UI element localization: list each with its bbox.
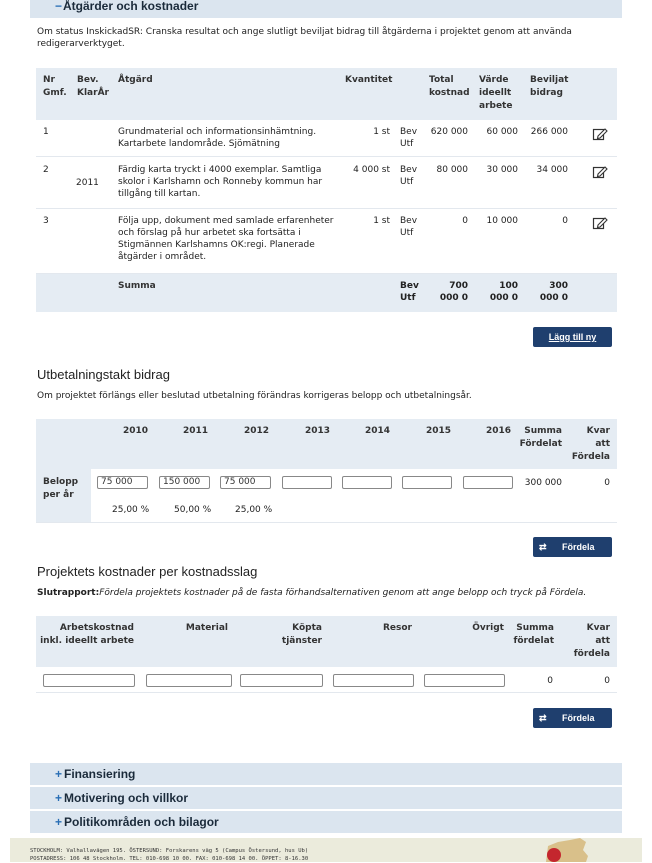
footer-line-1: STOCKHOLM: Valhallavägen 195. ÖSTERSUND: Forskarens väg 5 (Campus Östersund, hus Ub) <box>30 848 309 854</box>
header-resor: Resor <box>382 623 412 633</box>
fordela-button[interactable] <box>533 708 612 728</box>
sum-total: 700 000 0 <box>439 281 468 303</box>
amount-input-2014[interactable] <box>342 476 392 489</box>
kostnader-summa-value: 0 <box>547 676 553 686</box>
kostnader-row-border <box>36 692 617 693</box>
header-total: Total kostnad <box>429 75 470 98</box>
add-new-label: Lägg till ny <box>548 332 597 342</box>
kostnader-title: Projektets kostnader per kostnadsslag <box>37 564 258 579</box>
year-2011: 2011 <box>182 426 208 436</box>
section-politikomraden[interactable] <box>30 811 622 833</box>
percent-2010: 25,00 % <box>112 505 150 515</box>
header-beviljat: Beviljat bidrag <box>530 75 569 98</box>
section-header-atgarder[interactable] <box>30 0 622 18</box>
header-kopta-tjanster: Köpta tjänster <box>281 623 322 646</box>
add-new-button[interactable] <box>533 327 612 347</box>
percent-2012: 25,00 % <box>235 505 273 515</box>
row-varde: 10 000 <box>486 216 518 226</box>
row-beviljat: 34 000 <box>536 165 568 175</box>
belopp-label: Belopp per år <box>43 477 79 500</box>
sum-beviljat: 300 000 0 <box>539 281 568 303</box>
row-beviljat: 266 000 <box>530 127 568 137</box>
year-2014: 2014 <box>364 426 390 436</box>
expand-icon: + <box>55 815 63 829</box>
kostnader-desc <box>37 587 607 599</box>
header-kvantitet: Kvantitet <box>345 75 393 85</box>
row-desc: Följa upp, dokument med samlade erfarenheter och förslag på hur arbetet ska fortsätta i Stigmännen Karlshamns OK:regi. Planerade åtgärder i området. <box>118 216 334 262</box>
header-kvar-fordela: Kvar att fördela <box>573 623 610 659</box>
row-nr: 1 <box>43 127 49 137</box>
header-arbetskostnad: Arbetskostnad inkl. ideellt arbete <box>40 623 134 646</box>
table-row <box>36 120 617 157</box>
row-desc: Grundmaterial och informationsinhämtning. Kartarbete landområde. Sjömätning <box>118 127 317 149</box>
year-2013: 2013 <box>304 426 330 436</box>
sum-label: Summa <box>118 281 156 291</box>
edit-icon[interactable] <box>592 126 608 142</box>
section-finansiering[interactable] <box>30 763 622 786</box>
header-ovrigt: Övrigt <box>472 623 504 633</box>
row-unit: Bev Utf <box>400 216 418 238</box>
header-bev: Bev. KlarÅr <box>77 75 109 98</box>
kopta-tjanster-input[interactable] <box>240 674 323 687</box>
status-text: Om status InskickadSR: Cranska resultat och ange slutligt beviljat bidrag till åtgärderna i projektet genom att använda redigerarverktyget. <box>37 27 572 49</box>
row-nr: 2 <box>43 165 49 175</box>
row-qty: 1 st <box>373 216 390 226</box>
swap-arrows-icon: ⇄ <box>539 713 547 723</box>
percent-2011: 50,00 % <box>174 505 212 515</box>
row-year: 2011 <box>76 178 99 188</box>
table-row <box>36 209 617 274</box>
row-nr: 3 <box>43 216 49 226</box>
year-2016: 2016 <box>485 426 511 436</box>
swap-arrows-icon: ⇄ <box>539 542 547 552</box>
row-desc: Färdig karta tryckt i 4000 exemplar. Samtliga skolor i Karlshamn och Ronneby kommun har tillgång till kartan. <box>118 165 323 199</box>
arbetskostnad-input[interactable] <box>43 674 135 687</box>
row-varde: 60 000 <box>486 127 518 137</box>
table-row <box>36 157 617 209</box>
section-label: Politikområden och bilagor <box>64 815 219 829</box>
fordela-label: Fördela <box>562 542 595 552</box>
fordela-label: Fördela <box>562 713 595 723</box>
summa-fordelat-value: 300 000 <box>524 478 562 488</box>
logo-icon <box>528 838 598 862</box>
section-motivering[interactable] <box>30 787 622 809</box>
row-qty: 4 000 st <box>353 165 390 175</box>
resor-input[interactable] <box>333 674 414 687</box>
footer-line-2: POSTADRESS: 106 48 Stockholm. TEL: 010-698 10 00. FAX: 010-698 14 00. ÖPPET: 8-16.30 <box>30 856 309 862</box>
header-summa-fordelat: Summa fördelat <box>513 623 554 646</box>
year-2012: 2012 <box>243 426 269 436</box>
edit-icon[interactable] <box>592 164 608 180</box>
year-2015: 2015 <box>425 426 451 436</box>
expand-icon: + <box>55 767 63 781</box>
row-unit: Bev Utf <box>400 127 418 149</box>
amount-input-2012[interactable]: 75 000 <box>220 476 271 489</box>
slutrapport-label: Slutrapport: <box>37 588 100 598</box>
row-total: 0 <box>462 216 468 226</box>
fordela-button[interactable] <box>533 537 612 557</box>
row-varde: 30 000 <box>486 165 518 175</box>
section-label: Motivering och villkor <box>64 791 189 805</box>
year-2010: 2010 <box>122 426 148 436</box>
header-varde: Värde ideellt arbete <box>479 75 513 111</box>
expand-icon: + <box>55 791 63 805</box>
amount-input-2013[interactable] <box>282 476 332 489</box>
section-title: Åtgärder och kostnader <box>63 0 199 13</box>
sum-unit: Bev Utf <box>400 281 419 303</box>
row-unit: Bev Utf <box>400 165 418 187</box>
utbetalning-title: Utbetalningstakt bidrag <box>37 367 170 382</box>
amount-input-2015[interactable] <box>402 476 452 489</box>
header-atgard: Åtgärd <box>118 75 153 85</box>
header-material: Material <box>185 623 228 633</box>
material-input[interactable] <box>146 674 232 687</box>
amount-input-2011[interactable]: 150 000 <box>159 476 210 489</box>
page-footer <box>10 838 642 862</box>
utbetalning-desc: Om projektet förlängs eller beslutad utbetalning förändras korrigeras belopp och utbetalningsår. <box>37 391 472 401</box>
section-label: Finansiering <box>64 767 136 781</box>
row-beviljat: 0 <box>562 216 568 226</box>
amount-input-2010[interactable]: 75 000 <box>97 476 148 489</box>
header-nr: Nr Gmf. <box>43 75 67 98</box>
row-total: 620 000 <box>430 127 468 137</box>
slutrapport-text: Fördela projektets kostnader på de fasta förhandsalternativen genom att ange belopp och tryck på Fördela. <box>99 588 587 598</box>
row-total: 80 000 <box>436 165 468 175</box>
sum-varde: 100 000 0 <box>489 281 518 303</box>
kostnader-kvar-value: 0 <box>604 676 610 686</box>
amount-input-2016[interactable] <box>463 476 513 489</box>
ovrigt-input[interactable] <box>424 674 505 687</box>
header-summa-fordelat: Summa Fördelat <box>519 426 562 449</box>
edit-icon[interactable] <box>592 215 608 231</box>
utbetalning-row-border <box>36 522 617 523</box>
row-qty: 1 st <box>373 127 390 137</box>
header-kvar-fordela: Kvar att Fördela <box>571 426 610 462</box>
table-sum-row <box>36 274 617 312</box>
kvar-fordela-value: 0 <box>604 478 610 488</box>
collapse-icon: − <box>55 0 63 13</box>
